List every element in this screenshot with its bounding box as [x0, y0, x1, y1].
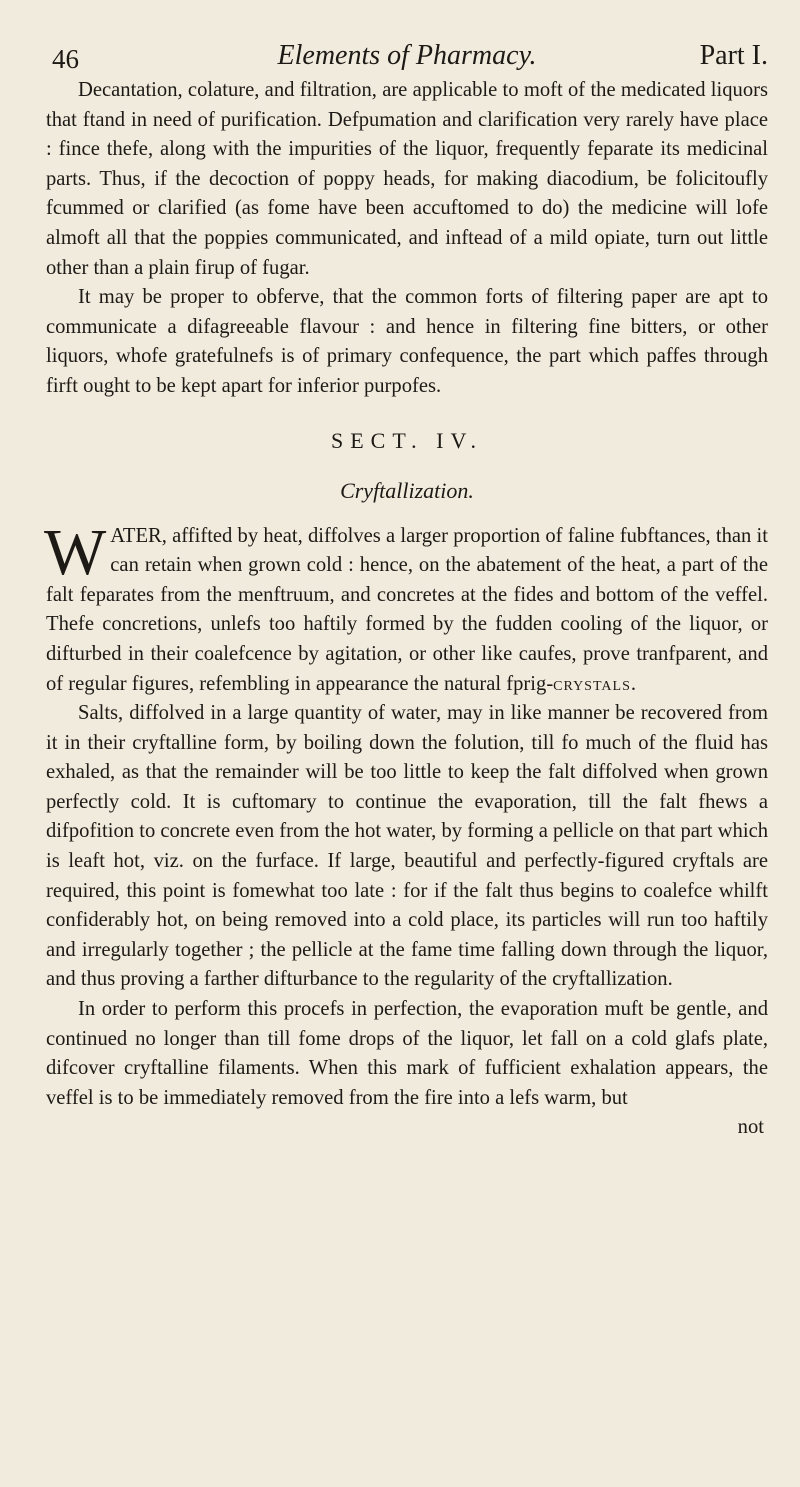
- paragraph-decantation: Decantation, colature, and filtration, are applicable to moft of the medicated liquors that ftand in need of purification. Defpumation and clarification very rarely have place : fince thefe, along with the impurities of the liquor, frequently feparate its medicinal parts. Thus, if the decoction of poppy heads, for making diacodium, be folicitoufly fcummed or clarified (as fome have been accuftomed to do) the medicine will lofe almoft all that the poppies communicated, and inftead of a mild opiate, turn out little other than a plain firup of fugar.: [46, 79, 768, 279]
- part-label: Part I.: [699, 40, 768, 71]
- paragraph-filtering-paper: It may be proper to obferve, that the common forts of filtering paper are apt to communicate a difagreeable flavour : and hence in filtering fine bitters, or other liquors, whofe gratefulnefs is of primary confequence, the part which paffes through firft ought to be kept apart for inferior purpofes.: [46, 286, 768, 397]
- running-title: Elements of Pharmacy.: [277, 40, 537, 71]
- drop-cap: W: [44, 515, 107, 589]
- page-number: 46: [52, 44, 79, 74]
- section-title: Cryftallization.: [340, 477, 474, 503]
- paragraph-salts: Salts, diffolved in a large quantity of water, may in like manner be recovered from it in their cryftalline form, by boiling down the folution, till fo much of the fluid has exhaled, as that the remainder will be too little to keep the falt diffolved when grown perfectly cold. It is cuftomary to continue the evaporation, till the falt fhews a difpofition to concrete even from the hot water, by forming a pellicle on that part which is leaft hot, viz. on the furface. If large, beautiful and perfectly-figured cryftals are required, this point is fomewhat too late : for if the falt thus begins to coalefce whilft confiderably hot, on being removed into a cold place, its particles will run too haftily and irregularly together ; the pellicle at the fame time falling down through the liquor, and thus proving a farther difturbance to the regularity of the cryftallization.: [46, 702, 769, 991]
- paragraph-evaporation: In order to perform this procefs in perfection, the evaporation muft be gentle, and continued no longer than till fome drops of the liquor, let fall on a cold glafs plate, difcover cryftalline filaments. When this mark of fufficient exhalation appears, the veffel is to be immediately removed from the fire into a lefs warm, but: [46, 998, 768, 1109]
- paragraph-water: [44, 515, 768, 700]
- section-heading: SECT. IV.: [330, 427, 484, 453]
- running-head: [46, 30, 768, 76]
- paragraph-water-end: .: [630, 672, 637, 695]
- paragraph-water-text: ATER, affifted by heat, diffolves a larger proportion of faline fubftances, than it can retain when grown cold : hence, on the abatement of the heat, a part of the falt feparates from the menftruum, and concretes at the fides and bottom of the veffel. Thefe concretions, unlefs too haftily formed by the fudden cooling of the liquor, or difturbed in their coalefcence by agitation, or other like caufes, prove tranfparent, and of regular figures, refembling in appearance the natural fprig-: [46, 524, 768, 695]
- small-caps-term: crystals: [553, 672, 631, 695]
- book-page: [46, 30, 768, 1143]
- catchword: not: [737, 1116, 764, 1139]
